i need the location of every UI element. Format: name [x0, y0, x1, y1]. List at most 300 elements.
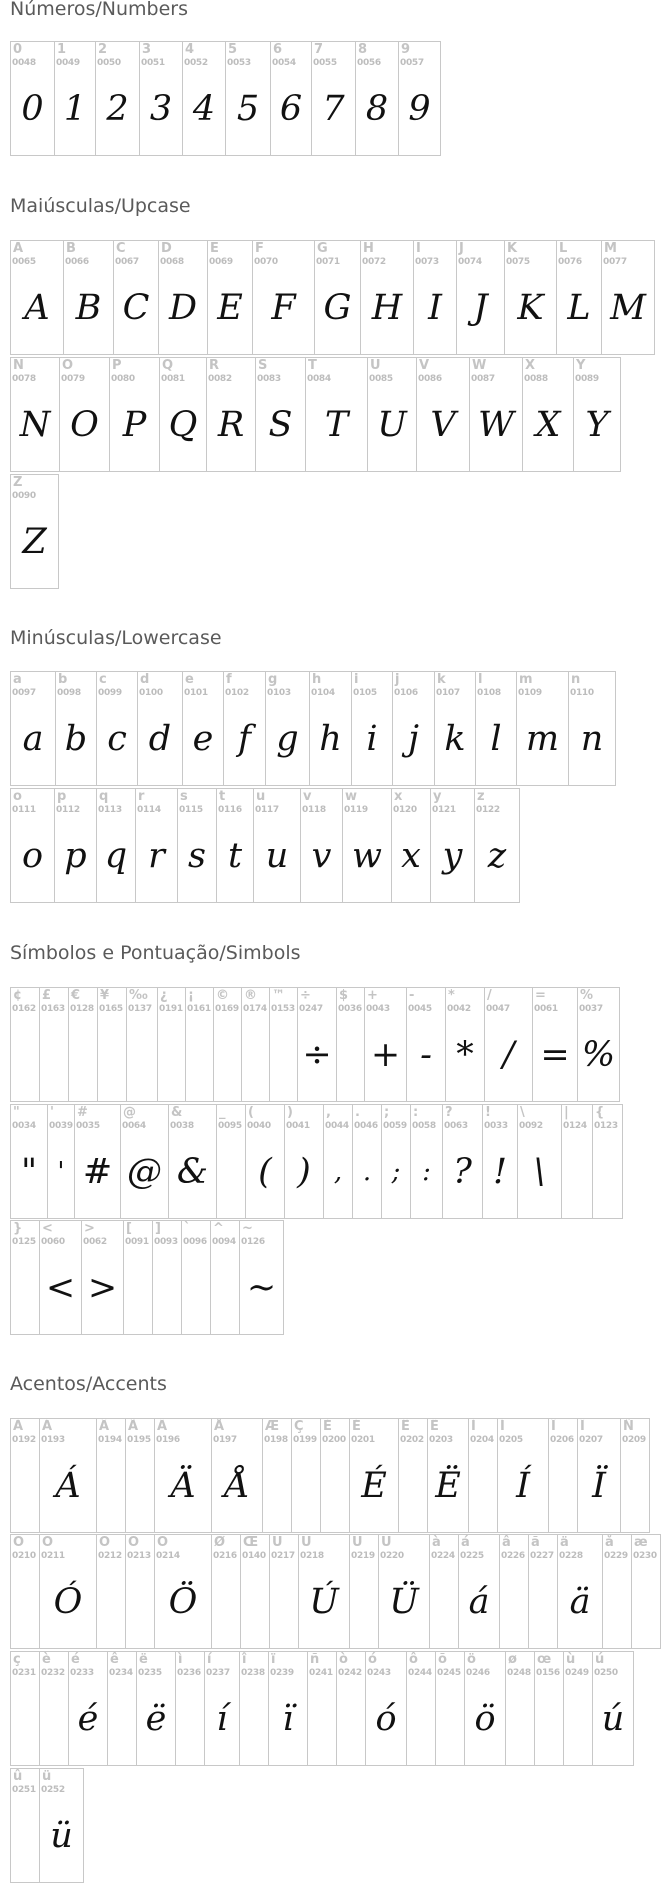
character-label: Ó — [42, 1535, 54, 1550]
section-title: Números/Numbers — [10, 0, 188, 20]
character-label: Œ — [243, 1535, 259, 1550]
glyph-sample: V — [430, 405, 456, 445]
character-code: 0252 — [41, 1785, 65, 1795]
glyph-cell — [392, 671, 435, 786]
glyph-cell — [39, 1768, 84, 1883]
glyph-row — [10, 1220, 283, 1335]
glyph-cell — [154, 1418, 212, 1533]
character-code: 0055 — [313, 58, 337, 68]
glyph-sample: x — [401, 836, 421, 876]
glyph-sample: \ — [533, 1152, 546, 1192]
character-label: M — [604, 241, 617, 256]
glyph-cell — [482, 1104, 518, 1219]
glyph-sample: 3 — [149, 89, 173, 129]
character-label: p — [57, 789, 67, 804]
glyph-sample: Ä — [170, 1466, 196, 1506]
character-label: I — [416, 241, 421, 256]
glyph-sample: < — [45, 1268, 76, 1308]
glyph-cell — [406, 1651, 436, 1766]
character-code: 0229 — [604, 1551, 628, 1561]
character-code: 0124 — [563, 1121, 587, 1131]
character-code: 0204 — [470, 1435, 494, 1445]
character-label: % — [580, 988, 594, 1003]
glyph-cell — [10, 1651, 40, 1766]
character-code: 0093 — [154, 1237, 178, 1247]
character-code: 0054 — [272, 58, 296, 68]
character-label: Í — [500, 1419, 505, 1434]
character-label: õ — [438, 1652, 447, 1667]
character-label: O — [62, 358, 74, 373]
glyph-cell — [307, 1651, 337, 1766]
character-label: É — [352, 1419, 361, 1434]
character-label: á — [461, 1535, 470, 1550]
character-label: ) — [287, 1105, 293, 1120]
glyph-sample: z — [487, 836, 507, 876]
character-code: 0111 — [12, 805, 36, 815]
glyph-sample: * — [456, 1035, 474, 1075]
glyph-cell — [135, 788, 178, 903]
character-code: 0059 — [383, 1121, 407, 1131]
character-code: 0090 — [12, 491, 36, 501]
glyph-cell — [255, 357, 306, 472]
character-code: 0096 — [183, 1237, 207, 1247]
glyph-cell — [563, 1651, 593, 1766]
glyph-sample: D — [168, 288, 198, 328]
character-label: y — [433, 789, 442, 804]
character-label: Ô — [99, 1535, 111, 1550]
character-code: 0174 — [243, 1004, 267, 1014]
character-code: 0098 — [57, 688, 81, 698]
glyph-cell — [245, 1104, 285, 1219]
character-label: Ä — [157, 1419, 168, 1434]
character-code: 0060 — [41, 1237, 65, 1247]
glyph-cell — [181, 1220, 211, 1335]
glyph-cell — [297, 987, 337, 1102]
character-code: 0094 — [212, 1237, 236, 1247]
glyph-sample: Ë — [435, 1466, 461, 1506]
character-code: 0068 — [160, 257, 184, 267]
character-label: g — [268, 672, 278, 687]
character-code: 0214 — [156, 1551, 180, 1561]
glyph-cell — [475, 671, 517, 786]
glyph-sample: 9 — [408, 89, 431, 129]
character-code: 0034 — [12, 1121, 36, 1131]
character-code: 0110 — [570, 688, 594, 698]
character-label: Ö — [157, 1535, 169, 1550]
glyph-sample: F — [271, 288, 296, 328]
glyph-cell — [592, 1104, 623, 1219]
character-code: 0073 — [415, 257, 439, 267]
glyph-row — [10, 1651, 633, 1766]
character-code: 0231 — [12, 1668, 36, 1678]
glyph-cell — [484, 987, 533, 1102]
glyph-cell — [429, 1534, 459, 1649]
glyph-cell — [10, 987, 40, 1102]
glyph-cell — [55, 671, 97, 786]
character-label: : — [413, 1105, 419, 1120]
character-code: 0108 — [477, 688, 501, 698]
glyph-cell — [139, 41, 183, 156]
glyph-sample: . — [362, 1157, 372, 1187]
glyph-cell — [522, 357, 574, 472]
character-label: F — [255, 241, 264, 256]
character-label: [ — [126, 1221, 132, 1236]
glyph-cell — [398, 41, 441, 156]
glyph-sample: w — [352, 836, 382, 876]
glyph-cell — [213, 987, 242, 1102]
character-label: # — [77, 1105, 88, 1120]
glyph-sample: i — [366, 719, 378, 759]
character-label: Ç — [294, 1419, 304, 1434]
character-code: 0109 — [518, 688, 542, 698]
character-label: ; — [384, 1105, 390, 1120]
character-code: 0205 — [499, 1435, 523, 1445]
character-label: , — [326, 1105, 331, 1120]
character-code: 0084 — [307, 374, 331, 384]
glyph-cell — [120, 1104, 169, 1219]
glyph-cell — [96, 1534, 126, 1649]
glyph-sample: L — [567, 288, 591, 328]
glyph-sample: ? — [453, 1152, 472, 1192]
glyph-cell — [216, 1104, 246, 1219]
glyph-cell — [262, 1418, 292, 1533]
glyph-cell — [239, 1220, 284, 1335]
character-code: 0052 — [184, 58, 208, 68]
glyph-cell — [10, 1104, 48, 1219]
character-code: 0125 — [12, 1237, 36, 1247]
glyph-cell — [516, 671, 569, 786]
glyph-cell — [499, 1534, 529, 1649]
character-code: 0239 — [270, 1668, 294, 1678]
glyph-sample: = — [540, 1035, 570, 1075]
glyph-sample: M — [610, 288, 646, 328]
character-code: 0216 — [213, 1551, 237, 1561]
glyph-row — [10, 1768, 83, 1883]
character-label: * — [448, 988, 455, 1003]
character-label: b — [58, 672, 68, 687]
glyph-cell — [207, 240, 253, 355]
glyph-sample: ä — [569, 1582, 591, 1622]
glyph-sample: Í — [516, 1466, 530, 1506]
glyph-cell — [300, 788, 343, 903]
glyph-cell — [458, 1534, 500, 1649]
character-label: ì — [178, 1652, 183, 1667]
glyph-cell — [158, 240, 208, 355]
glyph-cell — [159, 357, 207, 472]
character-label: Ú — [301, 1535, 312, 1550]
character-code: 0212 — [98, 1551, 122, 1561]
glyph-sample: ó — [375, 1699, 397, 1739]
character-label: l — [478, 672, 483, 687]
character-label: ^ — [213, 1221, 224, 1236]
glyph-cell — [355, 41, 399, 156]
character-label: 6 — [273, 42, 283, 57]
glyph-cell — [39, 1418, 97, 1533]
glyph-sample: & — [176, 1152, 209, 1192]
character-label: Y — [576, 358, 586, 373]
character-label: ù — [566, 1652, 576, 1667]
character-label: ÷ — [300, 988, 311, 1003]
character-code: 0121 — [432, 805, 456, 815]
glyph-sample: j — [408, 719, 419, 759]
character-label: n — [571, 672, 581, 687]
glyph-sample: r — [148, 836, 165, 876]
glyph-cell — [573, 357, 621, 472]
character-code: 0163 — [41, 1004, 65, 1014]
character-code: 0140 — [242, 1551, 266, 1561]
character-label: à — [432, 1535, 441, 1550]
character-label: û — [13, 1769, 23, 1784]
character-code: 0128 — [70, 1004, 94, 1014]
character-code: 0250 — [594, 1668, 618, 1678]
character-label: k — [437, 672, 446, 687]
character-label: ú — [595, 1652, 605, 1667]
glyph-sample: ï — [282, 1699, 294, 1739]
glyph-sample: / — [502, 1035, 515, 1075]
character-label: T — [308, 358, 317, 373]
character-code: 0048 — [12, 58, 36, 68]
character-label: R — [209, 358, 220, 373]
character-code: 0035 — [76, 1121, 100, 1131]
glyph-cell — [592, 1651, 634, 1766]
character-code: 0078 — [12, 374, 36, 384]
character-code: 0107 — [436, 688, 460, 698]
glyph-row — [10, 357, 620, 472]
character-label: 1 — [57, 42, 67, 57]
character-code: 0075 — [506, 257, 530, 267]
character-code: 0076 — [558, 257, 582, 267]
character-label: ø — [508, 1652, 517, 1667]
glyph-cell — [284, 1104, 324, 1219]
character-label: Æ — [265, 1419, 280, 1434]
glyph-sample: h — [319, 719, 342, 759]
glyph-sample: " — [20, 1152, 38, 1192]
glyph-cell — [107, 1651, 137, 1766]
glyph-cell — [556, 240, 602, 355]
glyph-sample: H — [371, 288, 403, 328]
character-code: 0074 — [458, 257, 482, 267]
glyph-cell — [602, 1534, 632, 1649]
section-title: Acentos/Accents — [10, 1373, 167, 1395]
character-code: 0085 — [369, 374, 393, 384]
glyph-row — [10, 240, 654, 355]
character-label: 0 — [13, 42, 23, 57]
character-label: u — [256, 789, 266, 804]
glyph-sample: 2 — [106, 89, 129, 129]
character-label: œ — [537, 1652, 552, 1667]
character-code: 0091 — [125, 1237, 149, 1247]
character-label: Z — [13, 475, 23, 490]
glyph-sample: n — [580, 719, 604, 759]
glyph-cell — [10, 1220, 40, 1335]
character-code: 0120 — [393, 805, 417, 815]
character-label: Ã — [128, 1419, 139, 1434]
glyph-sample: % — [581, 1035, 616, 1075]
character-code: 0169 — [215, 1004, 239, 1014]
character-code: 0211 — [41, 1551, 65, 1561]
character-code: 0114 — [137, 805, 161, 815]
character-code: 0040 — [247, 1121, 271, 1131]
character-label: . — [355, 1105, 360, 1120]
glyph-sample: : — [422, 1157, 431, 1187]
glyph-cell — [74, 1104, 121, 1219]
character-code: 0217 — [271, 1551, 295, 1561]
glyph-sample: W — [478, 405, 514, 445]
character-code: 0220 — [380, 1551, 404, 1561]
character-label: " — [13, 1105, 20, 1120]
character-code: 0061 — [534, 1004, 558, 1014]
glyph-cell — [364, 987, 407, 1102]
character-code: 0207 — [579, 1435, 603, 1445]
glyph-sample: Á — [55, 1466, 81, 1506]
character-label: w — [345, 789, 358, 804]
character-label: v — [303, 789, 312, 804]
glyph-cell — [97, 987, 127, 1102]
glyph-cell — [269, 1534, 299, 1649]
character-code: 0118 — [302, 805, 326, 815]
glyph-sample: G — [323, 288, 352, 328]
glyph-sample: S — [268, 405, 293, 445]
character-code: 0082 — [208, 374, 232, 384]
character-code: 0083 — [257, 374, 281, 384]
glyph-cell — [96, 1418, 126, 1533]
character-label: ê — [110, 1652, 119, 1667]
character-label: / — [487, 988, 492, 1003]
glyph-sample: d — [148, 719, 172, 759]
character-code: 0162 — [12, 1004, 36, 1014]
character-code: 0095 — [218, 1121, 242, 1131]
glyph-cell — [505, 1651, 535, 1766]
glyph-sample: I — [428, 288, 442, 328]
glyph-cell — [168, 1104, 217, 1219]
character-label: | — [564, 1105, 569, 1120]
character-label: L — [559, 241, 568, 256]
glyph-cell — [10, 1418, 40, 1533]
character-code: 0102 — [225, 688, 249, 698]
glyph-cell — [68, 1651, 108, 1766]
glyph-sample: ( — [258, 1152, 272, 1192]
character-code: 0065 — [12, 257, 36, 267]
character-code: 0199 — [293, 1435, 317, 1445]
glyph-cell — [268, 1651, 308, 1766]
character-label: J — [459, 241, 464, 256]
character-code: 0042 — [447, 1004, 471, 1014]
character-code: 0113 — [98, 805, 122, 815]
glyph-cell — [39, 1220, 82, 1335]
character-label: < — [42, 1221, 53, 1236]
character-label: > — [84, 1221, 95, 1236]
character-code: 0228 — [559, 1551, 583, 1561]
character-code: 0041 — [286, 1121, 310, 1131]
glyph-cell — [445, 987, 485, 1102]
glyph-cell — [253, 788, 301, 903]
glyph-sample: m — [525, 719, 560, 759]
glyph-cell — [152, 1220, 182, 1335]
character-code: 0251 — [12, 1785, 36, 1795]
glyph-sample: ü — [50, 1816, 73, 1856]
character-code: 0201 — [351, 1435, 375, 1445]
character-code: 0224 — [431, 1551, 455, 1561]
glyph-cell — [137, 671, 183, 786]
character-code: 0249 — [565, 1668, 589, 1678]
character-label: ü — [42, 1769, 52, 1784]
glyph-cell — [10, 788, 55, 903]
glyph-sample: K — [517, 288, 544, 328]
character-code: 0210 — [12, 1551, 36, 1561]
glyph-cell — [10, 671, 56, 786]
character-code: 0088 — [524, 374, 548, 384]
character-label: $ — [339, 988, 349, 1003]
character-label: z — [477, 789, 485, 804]
character-code: 0039 — [49, 1121, 73, 1131]
glyph-cell — [320, 1418, 350, 1533]
glyph-row — [10, 41, 440, 156]
glyph-sample: 1 — [63, 89, 87, 129]
character-code: 0112 — [56, 805, 80, 815]
glyph-sample: J — [473, 288, 488, 328]
character-label: 2 — [98, 42, 108, 57]
character-code: 0225 — [460, 1551, 484, 1561]
glyph-cell — [216, 788, 254, 903]
character-code: 0195 — [127, 1435, 151, 1445]
glyph-cell — [157, 987, 186, 1102]
glyph-cell — [305, 357, 368, 472]
character-code: 0038 — [170, 1121, 194, 1131]
character-code: 0244 — [408, 1668, 432, 1678]
glyph-cell — [406, 987, 446, 1102]
character-label: S — [258, 358, 268, 373]
character-label: _ — [219, 1105, 226, 1120]
character-code: 0067 — [115, 257, 139, 267]
character-code: 0243 — [367, 1668, 391, 1678]
glyph-sample: Y — [585, 405, 609, 445]
glyph-sample: Ü — [389, 1582, 419, 1622]
glyph-cell — [126, 987, 158, 1102]
character-label: Q — [162, 358, 174, 373]
glyph-cell — [10, 1768, 40, 1883]
character-label: 8 — [358, 42, 368, 57]
glyph-sample: P — [122, 405, 147, 445]
character-label: Õ — [128, 1535, 140, 1550]
glyph-row — [10, 987, 619, 1102]
glyph-cell — [378, 1534, 430, 1649]
glyph-cell — [532, 987, 578, 1102]
character-code: 0079 — [61, 374, 85, 384]
character-label: N — [13, 358, 24, 373]
glyph-cell — [240, 1534, 270, 1649]
character-code: 0062 — [83, 1237, 107, 1247]
glyph-cell — [349, 1418, 399, 1533]
glyph-cell — [548, 1418, 578, 1533]
glyph-sample: @ — [127, 1152, 162, 1192]
glyph-cell — [416, 357, 470, 472]
glyph-cell — [349, 1534, 379, 1649]
character-label: ' — [50, 1105, 54, 1120]
glyph-sample: a — [22, 719, 44, 759]
character-code: 0047 — [486, 1004, 510, 1014]
glyph-sample: 6 — [279, 89, 303, 129]
glyph-cell — [410, 1104, 443, 1219]
character-code: 0089 — [575, 374, 599, 384]
glyph-cell — [123, 1220, 153, 1335]
glyph-cell — [59, 357, 110, 472]
glyph-sample: Ï — [592, 1466, 606, 1506]
glyph-cell — [223, 671, 266, 786]
character-label: { — [595, 1105, 605, 1120]
character-code: 0227 — [530, 1551, 554, 1561]
character-label: ò — [339, 1652, 348, 1667]
glyph-cell — [504, 240, 557, 355]
